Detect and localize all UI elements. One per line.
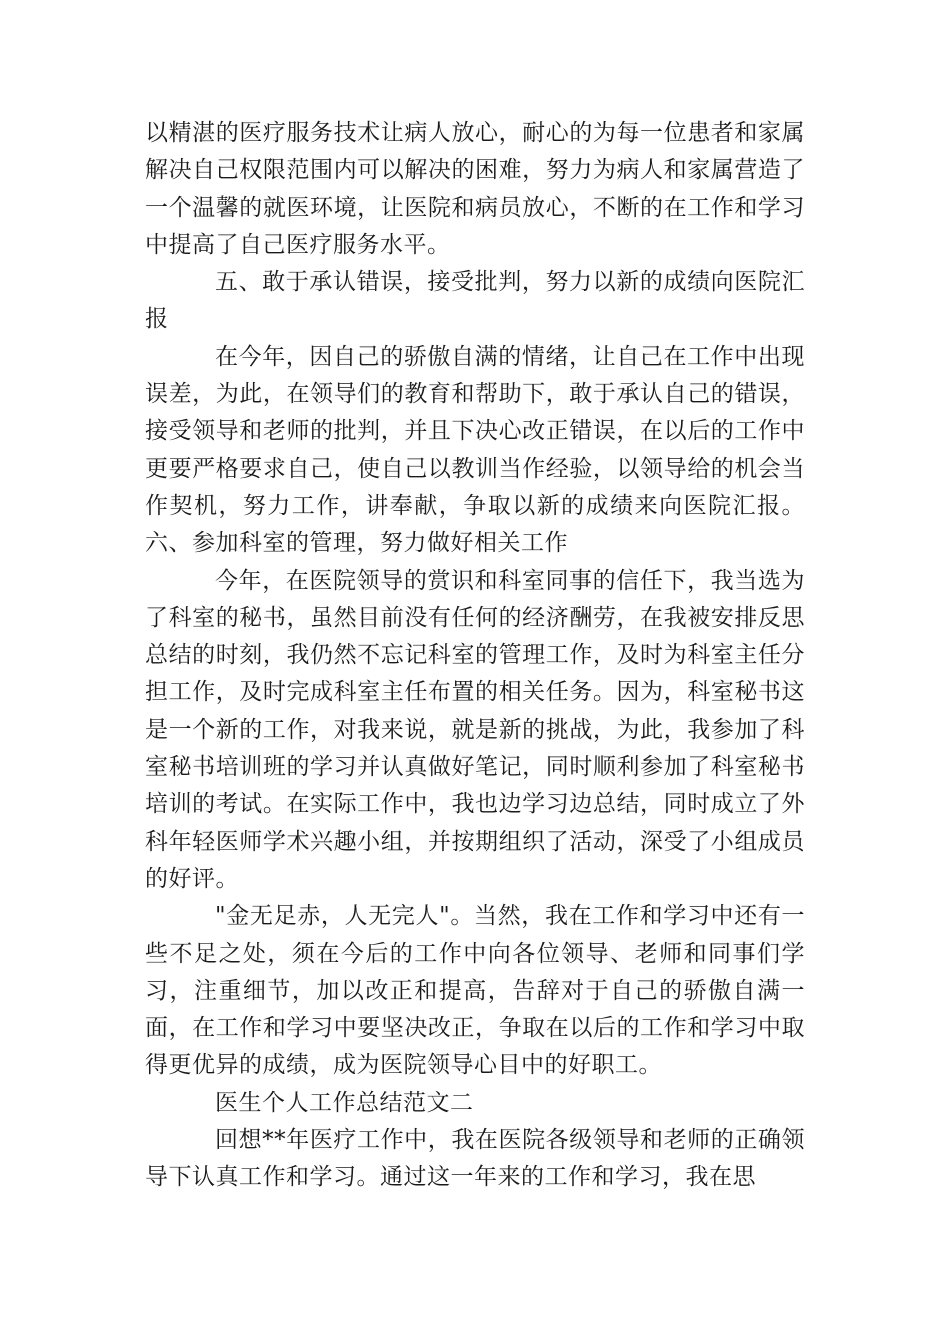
- section-heading-five: 五、敢于承认错误，接受批判，努力以新的成绩向医院汇报: [145, 269, 805, 333]
- paragraph-continuation: 以精湛的医疗服务技术让病人放心，耐心的为每一位患者和家属解决自己权限范围内可以解决的困难，努力为病人和家属营造了一个温馨的就医环境，让医院和病员放心，不断的在工作和学习中提高了自己医疗服务水平。: [145, 120, 805, 258]
- section-title-sample-two: 医生个人工作总结范文二: [215, 1089, 474, 1116]
- document-body: [145, 115, 805, 1197]
- paragraph-admit-mistakes: 在今年，因自己的骄傲自满的情绪，让自己在工作中出现误差，为此，在领导们的教育和帮助下，敢于承认自己的错误，接受领导和老师的批判，并且下决心改正错误，在以后的工作中更要严格要求自己，使自己以教训当作经验，以领导给的机会当作契机，努力工作，讲奉献，争取以新的成绩来向医院汇报。 六、参加科室的管理，努力做好相关工作: [145, 343, 805, 557]
- paragraph-department-secretary: 今年，在医院领导的赏识和科室同事的信任下，我当选为了科室的秘书，虽然目前没有任何的经济酬劳，在我被安排反思总结的时刻，我仍然不忘记科室的管理工作，及时为科室主任分担工作，及时完成科室主任布置的相关任务。因为，科室秘书这是一个新的工作，对我来说，就是新的挑战，为此，我参加了科室秘书培训班的学习并认真做好笔记，同时顺利参加了科室秘书培训的考试。在实际工作中，我也边学习边总结，同时成立了外科年轻医师学术兴趣小组，并按期组织了活动，深受了小组成员的好评。: [145, 567, 805, 892]
- paragraph-review-year: 回想**年医疗工作中，我在医院各级领导和老师的正确领导下认真工作和学习。通过这一年来的工作和学习，我在思: [145, 1127, 805, 1191]
- paragraph-shortcomings: "金无足赤，人无完人"。当然，我在工作和学习中还有一些不足之处，须在今后的工作中向各位领导、老师和同事们学习，注重细节，加以改正和提高，告辞对于自己的骄傲自满一面，在工作和学习中要坚决改正，争取在以后的工作和学习中取得更优异的成绩，成为医院领导心目中的好职工。: [145, 903, 805, 1079]
